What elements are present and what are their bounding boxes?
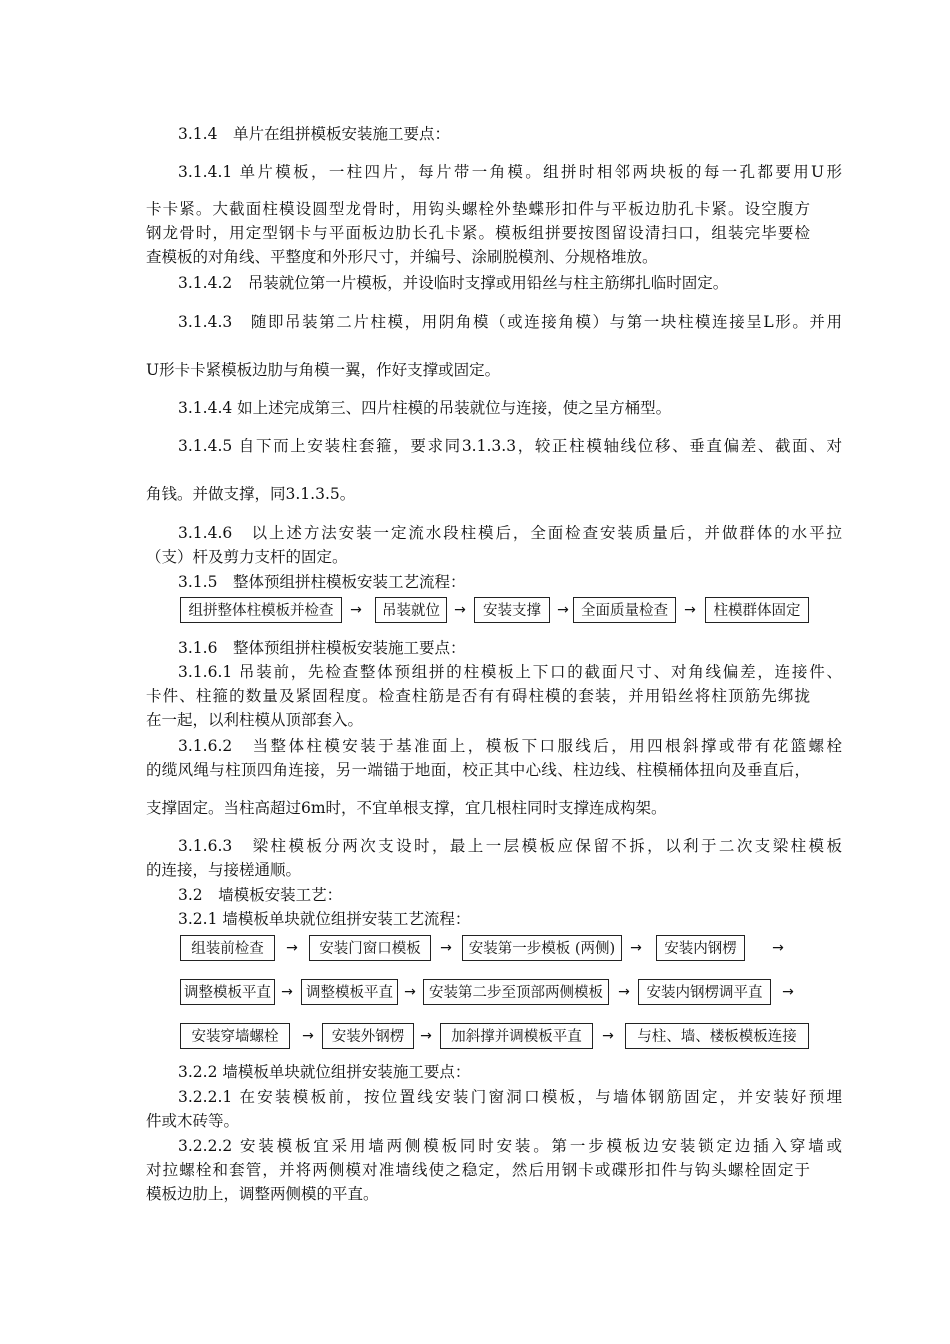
flow1-step-4: 全面质量检查	[573, 597, 676, 623]
flow1-arrow-2: →	[454, 602, 466, 618]
para-3-1-6-2-line2: 的缆风绳与柱顶四角连接，另一端锚于地面，校正其中心线、柱边线、柱模桶体扭向及垂直后，	[146, 761, 810, 779]
para-3-1-4-6-line1: 3.1.4.6 以上述方法安装一定流水段柱模后，全面检查安装质量后，并做群体的水平拉	[178, 524, 842, 542]
flow2-r1-arrow-3: →	[630, 940, 642, 956]
flow2-r2-step-1: 调整模板平直	[180, 979, 275, 1005]
para-3-1-6-3-line1: 3.1.6.3 梁柱模板分两次支设时，最上一层模板应保留不拆，以利于二次支梁柱模板	[178, 837, 842, 855]
flow1-arrow-1: →	[350, 602, 362, 618]
flow2-r1-step-4: 安装内钢楞	[656, 935, 745, 961]
flow2-r2-step-2: 调整模板平直	[301, 979, 398, 1005]
para-3-1-4: 3.1.4 单片在组拼模板安装施工要点：	[178, 125, 450, 143]
para-3-2-1: 3.2.1 墙模板单块就位组拼安装工艺流程：	[178, 910, 471, 928]
flow2-r2-arrow-1: →	[281, 984, 293, 1000]
para-3-2-2-1-line1: 3.2.2.1 在安装模板前，按位置线安装门窗洞口模板，与墙体钢筋固定，并安装好预埋	[178, 1088, 842, 1106]
para-3-1-4-6-line2: （支）杆及剪力支杆的固定。	[146, 548, 348, 566]
para-3-1-4-1-line2: 卡卡紧。大截面柱模设圆型龙骨时，用钩头螺栓外垫蝶形扣件与平板边肋孔卡紧。设空腹方	[146, 200, 810, 218]
para-3-1-4-1-line4: 查模板的对角线、平整度和外形尺寸，并编号、涂刷脱模剂、分规格堆放。	[146, 248, 658, 266]
para-3-1-6-1-line3: 在一起，以利柱模从顶部套入。	[146, 711, 364, 729]
flow1-step-2: 吊装就位	[375, 597, 447, 623]
flow2-r2-step-4: 安装内钢楞调平直	[638, 979, 771, 1005]
para-3-1-6-1-line2: 卡件、柱箍的数量及紧固程度。检查柱筋是否有有碍柱模的套装，并用铅丝将柱顶筋先绑拢	[146, 687, 810, 705]
para-3-2: 3.2 墙模板安装工艺：	[178, 886, 343, 904]
para-3-1-4-2: 3.1.4.2 吊装就位第一片模板，并设临时支撑或用铅丝与柱主筋绑扎临时固定。	[178, 274, 729, 292]
para-3-2-2-1-line2: 件或木砖等。	[146, 1112, 240, 1130]
flow2-r1-step-3: 安装第一步模板 (两侧)	[462, 935, 622, 961]
para-3-1-6-2-line3: 支撑固定。当柱高超过6m时，不宜单根支撑，宜几根柱同时支撑连成构架。	[146, 799, 667, 817]
flow1-step-1: 组拼整体柱模板并检查	[180, 597, 342, 623]
flow2-r3-arrow-3: →	[602, 1028, 614, 1044]
para-3-1-5: 3.1.5 整体预组拼柱模板安装工艺流程：	[178, 573, 466, 591]
flow2-r1-arrow-4: →	[772, 940, 784, 956]
para-3-2-2-2-line1: 3.2.2.2 安装模板宜采用墙两侧模板同时安装。第一步模板边安装锁定边插入穿墙或	[178, 1137, 842, 1155]
flow1-arrow-3: →	[557, 602, 569, 618]
flow2-r2-arrow-3: →	[618, 984, 630, 1000]
para-3-1-4-3-line2: U形卡卡紧模板边肋与角模一翼，作好支撑或固定。	[146, 361, 501, 379]
para-3-1-4-4: 3.1.4.4 如上述完成第三、四片柱模的吊装就位与连接，使之呈方桶型。	[178, 399, 672, 417]
para-3-2-2: 3.2.2 墙模板单块就位组拼安装施工要点：	[178, 1063, 471, 1081]
para-3-1-4-5-line2: 角钱。并做支撑，同3.1.3.5。	[146, 485, 356, 503]
flow2-r2-arrow-2: →	[404, 984, 416, 1000]
para-3-1-6-1-line1: 3.1.6.1 吊装前，先检查整体预组拼的柱模板上下口的截面尺寸、对角线偏差，连接件、	[178, 663, 842, 681]
flow2-r3-step-3: 加斜撑并调模板平直	[440, 1023, 593, 1049]
flow2-r1-step-2: 安装门窗口模板	[309, 935, 431, 961]
flow2-r3-arrow-2: →	[420, 1028, 432, 1044]
flow2-r1-arrow-1: →	[286, 940, 298, 956]
flow2-r2-step-3: 安装第二步至顶部两侧模板	[423, 979, 609, 1005]
para-3-1-4-5-line1: 3.1.4.5 自下而上安装柱套箍，要求同3.1.3.3，较正柱模轴线位移、垂直偏差、截面、对	[178, 437, 842, 455]
para-3-1-6: 3.1.6 整体预组拼柱模板安装施工要点：	[178, 639, 466, 657]
flow2-r3-step-1: 安装穿墙螺栓	[180, 1023, 290, 1049]
flow1-step-3: 安装支撑	[474, 597, 550, 623]
flow2-r1-arrow-2: →	[440, 940, 452, 956]
para-3-2-2-2-line2: 对拉螺栓和套管，并将两侧模对准墙线使之稳定，然后用钢卡或碟形扣件与钩头螺栓固定于	[146, 1161, 810, 1179]
flow2-r3-step-2: 安装外钢楞	[322, 1023, 414, 1049]
flow2-r3-arrow-1: →	[302, 1028, 314, 1044]
para-3-1-6-2-line1: 3.1.6.2 当整体柱模安装于基准面上，模板下口服线后，用四根斜撑或带有花篮螺栓	[178, 737, 842, 755]
para-3-2-2-2-line3: 模板边肋上，调整两侧模的平直。	[146, 1185, 379, 1203]
para-3-1-4-1-line3: 钢龙骨时，用定型钢卡与平面板边肋长孔卡紧。模板组拼要按图留设清扫口，组装完毕要检	[146, 224, 810, 242]
flow1-arrow-4: →	[684, 602, 696, 618]
para-3-1-6-3-line2: 的连接，与接槎通顺。	[146, 861, 302, 879]
para-3-1-4-3-line1: 3.1.4.3 随即吊装第二片柱模，用阴角模（或连接角模）与第一块柱模连接呈L形。并用	[178, 313, 842, 331]
flow2-r1-step-1: 组装前检查	[180, 935, 275, 961]
flow1-step-5: 柱模群体固定	[705, 597, 809, 623]
para-3-1-4-1-line1: 3.1.4.1 单片模板，一柱四片，每片带一角模。组拼时相邻两块板的每一孔都要用U形	[178, 163, 842, 181]
flow2-r3-step-4: 与柱、墙、楼板模板连接	[625, 1023, 809, 1049]
flow2-r2-arrow-4: →	[782, 984, 794, 1000]
